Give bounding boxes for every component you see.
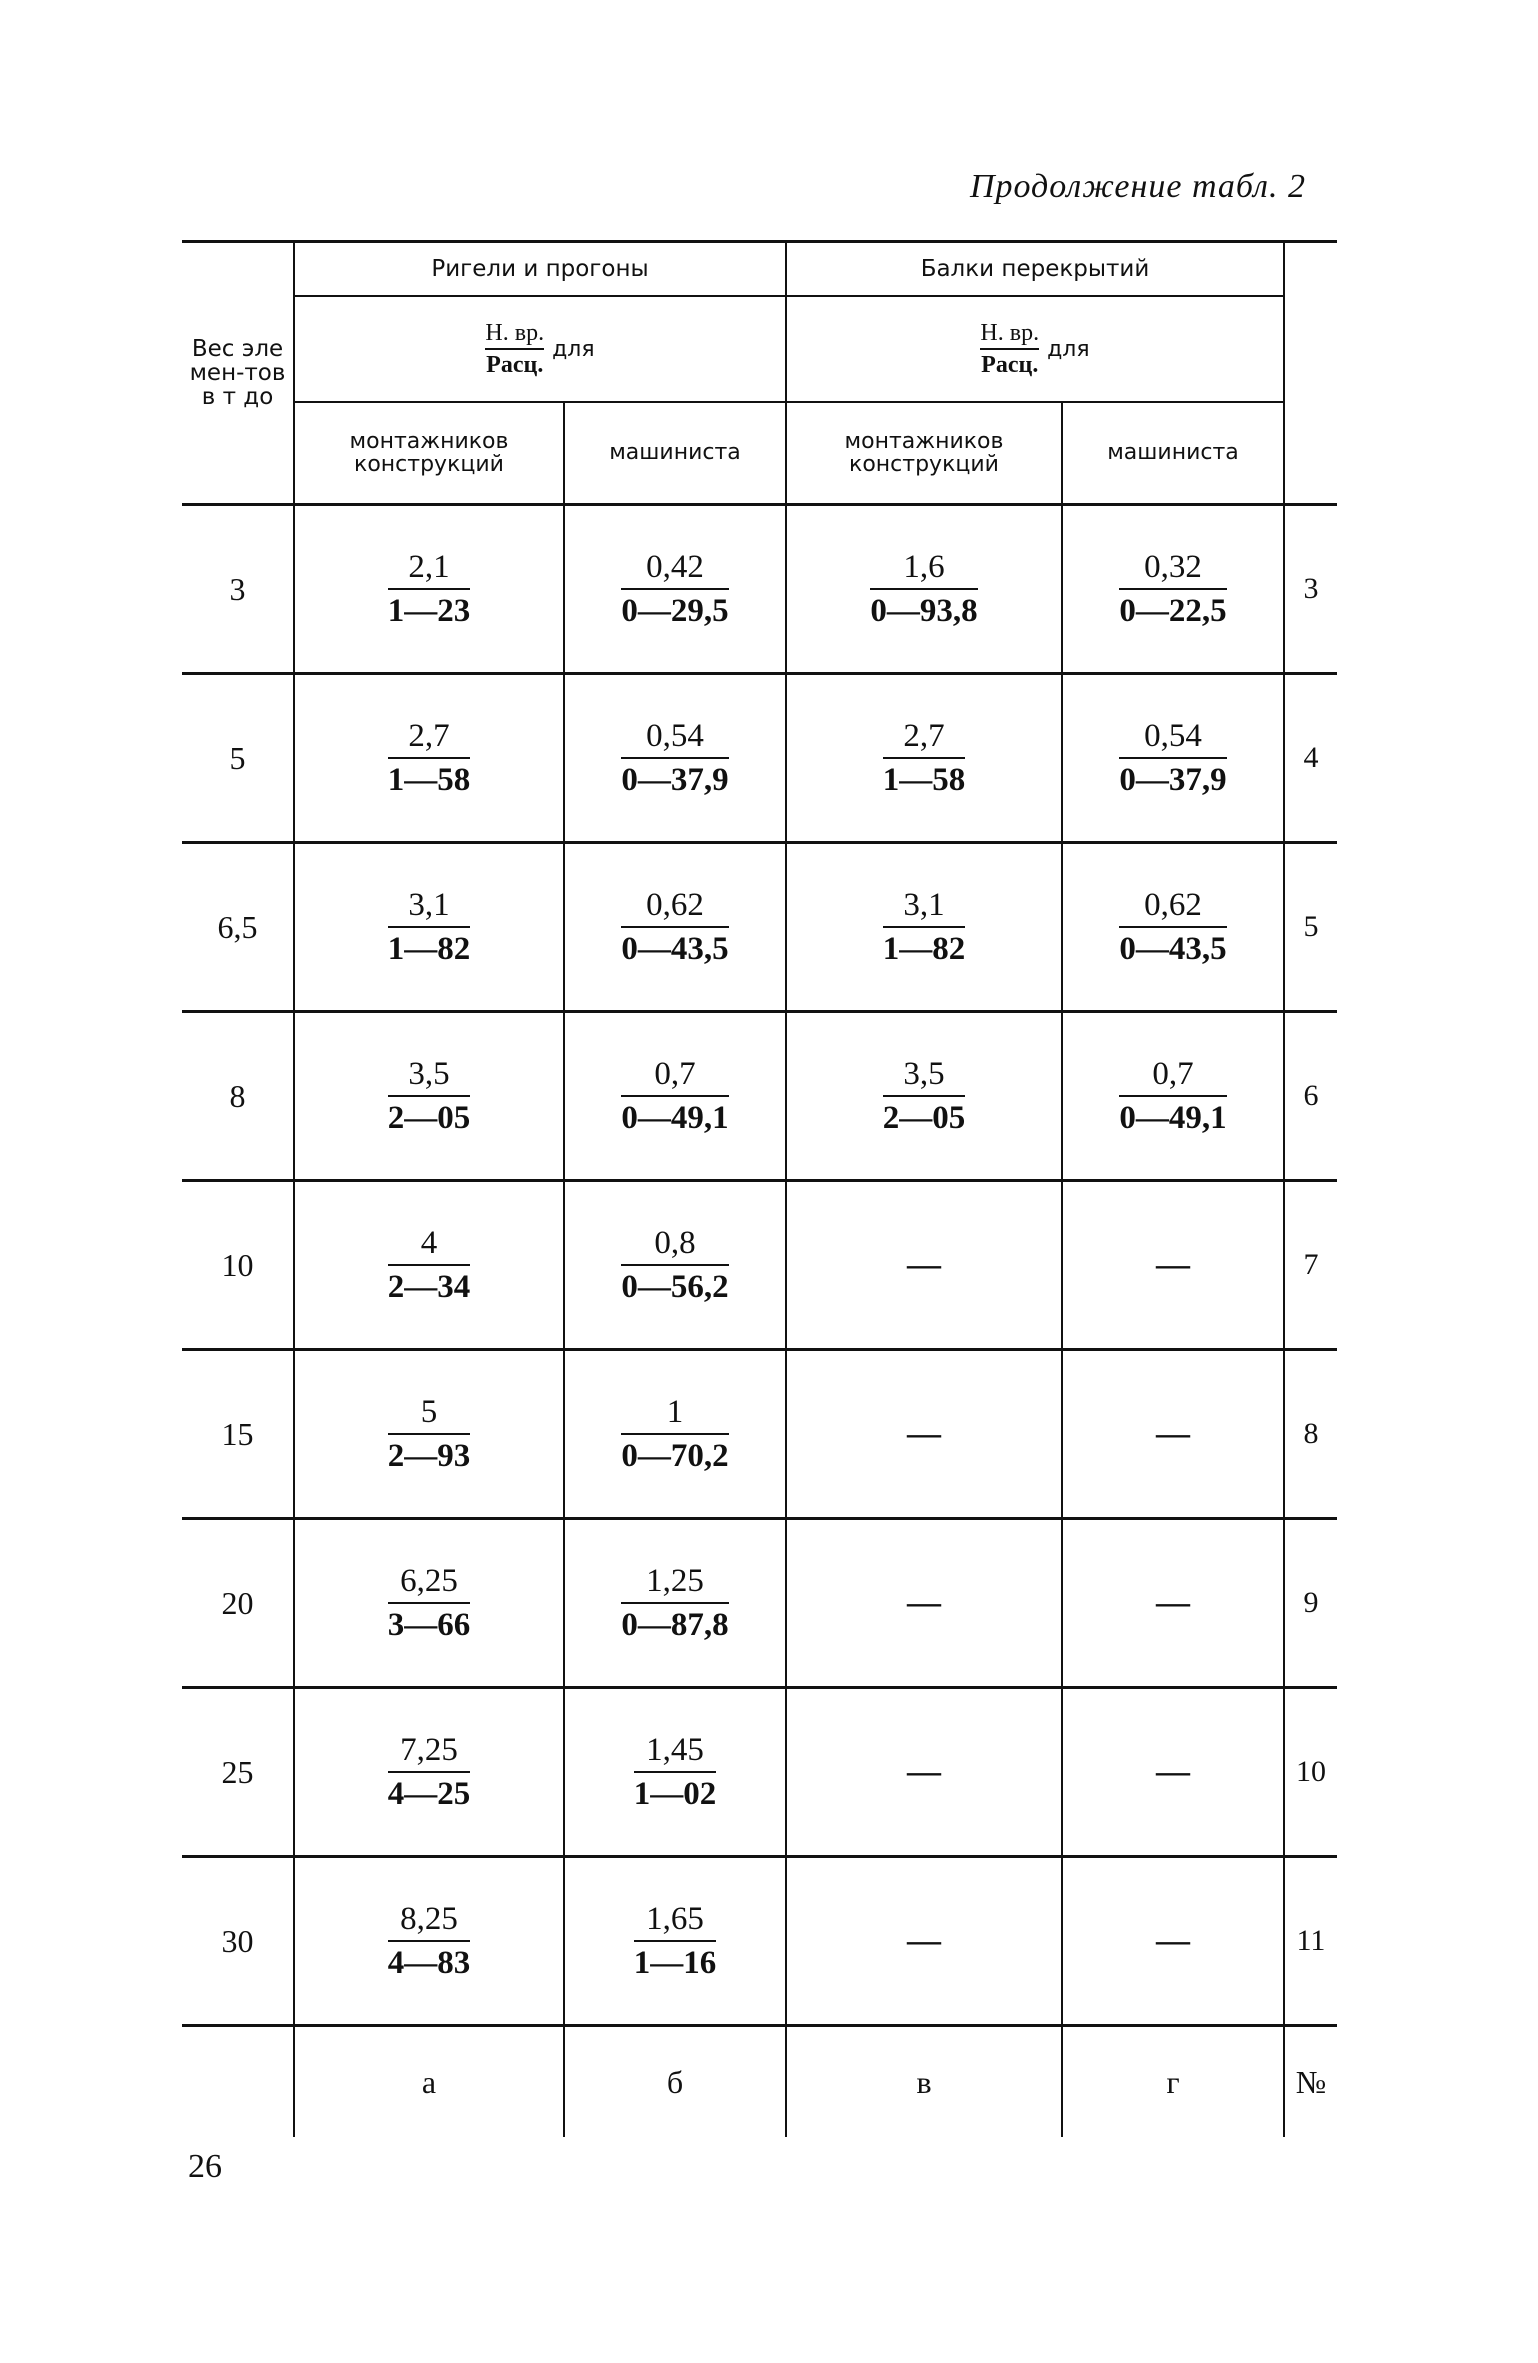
row-number-cell: 10 xyxy=(1284,1688,1337,1857)
norm-fraction xyxy=(1119,718,1226,799)
norm-cell-b xyxy=(564,1688,786,1857)
norms-table xyxy=(182,240,1337,2137)
rate: 0—37,9 xyxy=(1119,762,1227,798)
rate: 4—83 xyxy=(387,1945,471,1981)
weight-cell: 5 xyxy=(182,674,294,843)
time-norm: 1,25 xyxy=(621,1563,728,1604)
norm-cell-b xyxy=(564,1350,786,1519)
empty-norm-cell-c xyxy=(786,1181,1062,1350)
group-header-floor-beams: Балки перекрытий xyxy=(786,242,1284,297)
subheader-operator-girders: машиниста xyxy=(564,402,786,505)
unit-fraction: $\frac{Н. вр.}{\text{Расц.}}$ xyxy=(485,319,545,378)
weight-cell: 30 xyxy=(182,1857,294,2026)
norm-fraction xyxy=(870,549,977,630)
norm-fraction xyxy=(621,1563,728,1644)
group-header-girders: Ригели и прогоны xyxy=(294,242,786,297)
table-caption: Продолжение табл. 2 xyxy=(969,168,1306,205)
norm-cell-a xyxy=(294,1688,564,1857)
table-row xyxy=(182,505,1337,674)
norm-fraction xyxy=(388,1732,471,1813)
rate: 0—43,5 xyxy=(1119,931,1227,967)
norm-cell-a xyxy=(294,1181,564,1350)
time-norm: 0,8 xyxy=(621,1225,728,1266)
rate: 0—22,5 xyxy=(1119,593,1227,629)
rate: 0—49,1 xyxy=(1119,1100,1227,1136)
dash: — xyxy=(1156,1415,1190,1452)
time-norm: 1,65 xyxy=(634,1901,717,1942)
norm-cell-b xyxy=(564,843,786,1012)
norm-fraction xyxy=(388,1394,471,1475)
dash: — xyxy=(907,1415,941,1452)
rate: 4—25 xyxy=(387,1776,471,1812)
time-norm: 2,7 xyxy=(388,718,471,759)
norm-cell-c xyxy=(786,1012,1062,1181)
norm-fraction xyxy=(621,1056,728,1137)
norm-cell-a xyxy=(294,843,564,1012)
time-norm: 1 xyxy=(621,1394,728,1435)
empty-norm-cell-c xyxy=(786,1857,1062,2026)
time-norm: 0,54 xyxy=(1119,718,1226,759)
weight-cell: 15 xyxy=(182,1350,294,1519)
rate: 1—82 xyxy=(882,931,966,967)
norm-fraction xyxy=(621,887,728,968)
time-norm: 3,5 xyxy=(388,1056,471,1097)
time-norm: 2,1 xyxy=(388,549,471,590)
norm-cell-c xyxy=(786,505,1062,674)
table-row xyxy=(182,1350,1337,1519)
weight-column-header: Вес элемен-тов в т до xyxy=(182,242,294,505)
rate: 0—49,1 xyxy=(621,1100,729,1136)
footer-number-sign: № xyxy=(1295,2063,1327,2100)
norm-cell-d xyxy=(1062,1012,1284,1181)
time-norm: 0,7 xyxy=(1119,1056,1226,1097)
norm-fraction xyxy=(621,718,728,799)
norm-fraction xyxy=(1119,549,1226,630)
rate: 0—43,5 xyxy=(621,931,729,967)
norm-fraction xyxy=(388,1901,471,1982)
norm-fraction xyxy=(634,1901,717,1982)
norm-cell-a xyxy=(294,1012,564,1181)
table-row xyxy=(182,1519,1337,1688)
time-norm: 4 xyxy=(388,1225,471,1266)
empty-norm-cell-d xyxy=(1062,1350,1284,1519)
dash: — xyxy=(1156,1753,1190,1790)
row-number-column-header xyxy=(1284,242,1337,505)
empty-norm-cell-d xyxy=(1062,1857,1284,2026)
norm-fraction xyxy=(883,718,966,799)
unit-header-floor-beams: $\frac{Н. вр.}{\text{Расц.}}$ для xyxy=(786,296,1284,402)
norm-fraction xyxy=(621,1394,728,1475)
norm-cell-c xyxy=(786,843,1062,1012)
norm-fraction xyxy=(388,1056,471,1137)
time-norm: 7,25 xyxy=(388,1732,471,1773)
time-norm: 3,1 xyxy=(883,887,966,928)
weight-cell: 8 xyxy=(182,1012,294,1181)
rate: 1—82 xyxy=(387,931,471,967)
time-norm: 2,7 xyxy=(883,718,966,759)
rate: 2—34 xyxy=(387,1269,471,1305)
row-number-cell: 3 xyxy=(1284,505,1337,674)
empty-norm-cell-d xyxy=(1062,1688,1284,1857)
norm-fraction xyxy=(621,549,728,630)
weight-cell: 10 xyxy=(182,1181,294,1350)
footer-letter-b: б xyxy=(564,2026,786,2138)
empty-norm-cell-d xyxy=(1062,1181,1284,1350)
rate: 2—05 xyxy=(387,1100,471,1136)
norm-fraction xyxy=(1119,887,1226,968)
rate: 0—56,2 xyxy=(621,1269,729,1305)
empty-norm-cell-c xyxy=(786,1688,1062,1857)
norm-cell-b xyxy=(564,1012,786,1181)
dash: — xyxy=(907,1246,941,1283)
weight-cell: 6,5 xyxy=(182,843,294,1012)
table-row xyxy=(182,843,1337,1012)
rate: 0—29,5 xyxy=(621,593,729,629)
time-norm: 3,1 xyxy=(388,887,471,928)
weight-cell: 20 xyxy=(182,1519,294,1688)
norm-fraction xyxy=(388,887,471,968)
footer-letter-c: в xyxy=(786,2026,1062,2138)
norm-cell-a xyxy=(294,1857,564,2026)
dash: — xyxy=(1156,1584,1190,1621)
time-norm: 0,32 xyxy=(1119,549,1226,590)
rate: 0—87,8 xyxy=(621,1607,729,1643)
norm-cell-c xyxy=(786,674,1062,843)
weight-cell: 3 xyxy=(182,505,294,674)
dash: — xyxy=(1156,1922,1190,1959)
norm-cell-d xyxy=(1062,505,1284,674)
page-number: 26 xyxy=(188,2148,222,2185)
norm-fraction xyxy=(621,1225,728,1306)
norms-table-container xyxy=(182,240,1337,2137)
norm-cell-a xyxy=(294,1519,564,1688)
dash: — xyxy=(907,1753,941,1790)
row-number-cell: 11 xyxy=(1284,1857,1337,2026)
norm-fraction xyxy=(388,718,471,799)
rate: 2—93 xyxy=(387,1438,471,1474)
dash: — xyxy=(907,1584,941,1621)
table-row xyxy=(182,1181,1337,1350)
norm-cell-b xyxy=(564,1181,786,1350)
time-norm: 1,6 xyxy=(870,549,977,590)
subheader-operator-beams: машиниста xyxy=(1062,402,1284,505)
row-number-cell: 7 xyxy=(1284,1181,1337,1350)
time-norm: 5 xyxy=(388,1394,471,1435)
unit-header-girders: $\frac{Н. вр.}{\text{Расц.}}$ для xyxy=(294,296,786,402)
rate: 1—16 xyxy=(633,1945,717,1981)
table-row xyxy=(182,1857,1337,2026)
unit-fraction: $\frac{Н. вр.}{\text{Расц.}}$ xyxy=(980,319,1040,378)
row-number-cell: 9 xyxy=(1284,1519,1337,1688)
norm-cell-d xyxy=(1062,674,1284,843)
time-norm: 1,45 xyxy=(634,1732,717,1773)
rate: 3—66 xyxy=(387,1607,471,1643)
rate: 1—02 xyxy=(633,1776,717,1812)
weight-cell: 25 xyxy=(182,1688,294,1857)
rate: 1—23 xyxy=(387,593,471,629)
footer-letter-a: а xyxy=(294,2026,564,2138)
norm-fraction xyxy=(1119,1056,1226,1137)
rate: 0—93,8 xyxy=(870,593,978,629)
row-number-cell: 8 xyxy=(1284,1350,1337,1519)
norm-cell-d xyxy=(1062,843,1284,1012)
norm-cell-a xyxy=(294,674,564,843)
dash: — xyxy=(1156,1246,1190,1283)
footer-letter-d: г xyxy=(1062,2026,1284,2138)
time-norm: 0,7 xyxy=(621,1056,728,1097)
footer-empty-cell xyxy=(182,2026,294,2138)
time-norm: 3,5 xyxy=(883,1056,966,1097)
row-number-cell: 5 xyxy=(1284,843,1337,1012)
rate: 0—37,9 xyxy=(621,762,729,798)
norm-cell-b xyxy=(564,1857,786,2026)
row-number-cell: 6 xyxy=(1284,1012,1337,1181)
empty-norm-cell-c xyxy=(786,1519,1062,1688)
time-norm: 0,62 xyxy=(1119,887,1226,928)
time-norm: 8,25 xyxy=(388,1901,471,1942)
empty-norm-cell-d xyxy=(1062,1519,1284,1688)
rate: 1—58 xyxy=(387,762,471,798)
norm-fraction xyxy=(883,887,966,968)
row-number-cell: 4 xyxy=(1284,674,1337,843)
norm-cell-b xyxy=(564,1519,786,1688)
norm-fraction xyxy=(388,1563,471,1644)
subheader-installers-beams: монтажников конструкций xyxy=(786,402,1062,505)
norm-cell-b xyxy=(564,674,786,843)
rate: 2—05 xyxy=(882,1100,966,1136)
dash: — xyxy=(907,1922,941,1959)
rate: 1—58 xyxy=(882,762,966,798)
norm-fraction xyxy=(883,1056,966,1137)
time-norm: 0,54 xyxy=(621,718,728,759)
empty-norm-cell-c xyxy=(786,1350,1062,1519)
norm-fraction xyxy=(634,1732,717,1813)
norm-cell-a xyxy=(294,1350,564,1519)
norm-cell-b xyxy=(564,505,786,674)
norm-fraction xyxy=(388,549,471,630)
table-row xyxy=(182,1688,1337,1857)
subheader-installers-girders: монтажников конструкций xyxy=(294,402,564,505)
norm-cell-a xyxy=(294,505,564,674)
table-row xyxy=(182,1012,1337,1181)
time-norm: 0,62 xyxy=(621,887,728,928)
time-norm: 6,25 xyxy=(388,1563,471,1604)
rate: 0—70,2 xyxy=(621,1438,729,1474)
table-row xyxy=(182,674,1337,843)
norm-fraction xyxy=(388,1225,471,1306)
time-norm: 0,42 xyxy=(621,549,728,590)
